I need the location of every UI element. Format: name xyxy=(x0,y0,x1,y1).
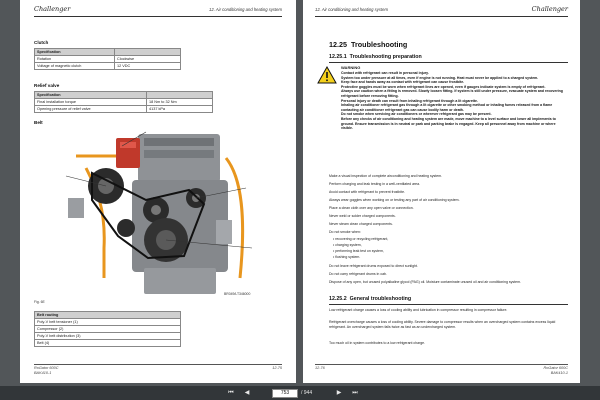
table-cell: Poly-V belt tensioner (1) xyxy=(35,319,181,326)
table-cell: 12 VDC xyxy=(115,63,181,70)
paragraph: Low refrigerant charge causes a loss of cooling ability and lubrication in compressor resulting in compressor failure. xyxy=(329,308,508,312)
warning-box xyxy=(315,64,569,172)
table-cell: Final installation torque xyxy=(35,99,147,106)
table-header-row xyxy=(35,92,213,99)
heading-title: Troubleshooting xyxy=(351,40,408,49)
list-item: • charging system, xyxy=(333,243,362,247)
belt-routing-table xyxy=(34,311,181,347)
relief-valve-label: Relief valve xyxy=(34,83,60,88)
figure-id: BR049/LT346000 xyxy=(224,292,251,296)
last-page-icon[interactable]: ⏭ xyxy=(352,390,358,396)
table-cell xyxy=(115,49,181,56)
footer-model-name: RoGator 600C xyxy=(34,366,59,370)
table-cell xyxy=(147,92,213,99)
table-cell: Rotation xyxy=(35,56,115,63)
page-header-section: 12. Air conditioning and heating system xyxy=(209,7,282,12)
table-cell: Specification xyxy=(35,49,115,56)
table-header-row xyxy=(35,49,181,56)
list-item: • flushing system. xyxy=(333,255,361,259)
footer-rule xyxy=(34,364,282,365)
relief-valve-table xyxy=(34,91,213,113)
page-header-section: 12. Air conditioning and heating system xyxy=(315,7,388,12)
table-cell: Opening pressure of relief valve xyxy=(35,106,147,113)
list-item: • performing leak test on system, xyxy=(333,249,384,253)
table-row xyxy=(35,63,181,70)
footer-page-number: 12-76 xyxy=(315,366,325,370)
footer-model-name: RoGator 600C xyxy=(543,366,568,370)
table-cell: Belt routing xyxy=(35,312,181,319)
paragraph: Avoid contact with refrigerant to prevent frostbite. xyxy=(329,190,406,194)
table-row xyxy=(35,319,181,326)
heading-number: 12.25 xyxy=(329,40,347,49)
subheading-number: 12.25.1 xyxy=(329,54,347,60)
table-cell: 4137 kPa xyxy=(147,106,213,113)
table-cell: Clockwise xyxy=(115,56,181,63)
next-page-icon[interactable]: ▶ xyxy=(336,390,342,396)
table-row xyxy=(35,56,181,63)
subheading-general xyxy=(329,296,411,302)
document-page-left xyxy=(20,0,296,383)
footer-doc-code: BAK410-1 xyxy=(550,371,568,375)
paragraph: Do not leave refrigerant drums exposed to direct sunlight. xyxy=(329,264,418,268)
paragraph: Do not carry refrigerant drums in cab. xyxy=(329,272,387,276)
page-navigation-toolbar xyxy=(0,386,600,400)
paragraph: Do not smoke when: xyxy=(329,230,361,234)
paragraph: Make a visual inspection of complete airconditioning and heating system. xyxy=(329,174,443,178)
table-cell: Belt (4) xyxy=(35,340,181,347)
header-rule xyxy=(34,16,282,17)
clutch-label: Clutch xyxy=(34,40,49,45)
footer-page-number: 12-75 xyxy=(272,366,282,370)
subheading-rule xyxy=(329,304,568,305)
heading-troubleshooting xyxy=(329,40,407,49)
paragraph: Too much oil in system contributes to a low refrigerant charge. xyxy=(329,341,426,345)
belt-label: Belt xyxy=(34,120,43,125)
page-total: / 944 xyxy=(301,390,313,396)
header-rule xyxy=(315,16,568,17)
table-cell: 18 Nm to 32 Nm xyxy=(147,99,213,106)
table-cell: Compressor (2) xyxy=(35,326,181,333)
table-row xyxy=(35,340,181,347)
paragraph: Never weld or solder charged components. xyxy=(329,214,396,218)
list-item: • recovering or recycling refrigerant, xyxy=(333,237,389,241)
engine-belt-illustration xyxy=(46,128,268,298)
paragraph: Never steam clean charged components. xyxy=(329,222,393,226)
page-number-input[interactable] xyxy=(272,389,298,398)
subheading-title: General troubleshooting xyxy=(349,296,412,302)
table-row xyxy=(35,326,181,333)
previous-page-icon[interactable]: ◀ xyxy=(244,390,250,396)
paragraph: Perform charging and leak testing in a well-ventilated area. xyxy=(329,182,421,186)
warning-icon xyxy=(317,66,337,84)
brand-logo: Challenger xyxy=(34,5,71,13)
subheading-preparation xyxy=(329,54,422,60)
footer-model xyxy=(544,366,568,376)
paragraph: Refrigerant overcharge causes a loss of cooling ability. Severe damage to compressor results when an overcharged system contains excess liquid refrigerant. An overcharged system fails twice as fast as an undercharged system. xyxy=(329,320,556,329)
table-row xyxy=(35,333,181,340)
first-page-icon[interactable]: ⏮ xyxy=(228,390,234,396)
footer-model xyxy=(34,366,58,376)
paragraph: Place a clean cloth over any open valve or connection. xyxy=(329,206,414,210)
paragraph: Always wear goggles when working on or testing any part of air conditioning system. xyxy=(329,198,460,202)
footer-rule xyxy=(315,364,568,365)
table-row xyxy=(35,99,213,106)
subheading-number: 12.25.2 xyxy=(329,296,347,302)
table-cell: Specification xyxy=(35,92,147,99)
table-header-row xyxy=(35,312,181,319)
brand-logo: Challenger xyxy=(531,5,568,13)
warning-title: WARNING xyxy=(341,65,361,70)
table-cell: Poly-V belt distribution (3) xyxy=(35,333,181,340)
clutch-table xyxy=(34,48,181,70)
warning-text: Contact with refrigerant can result in personal injury. System too under pressure at all times, even if engine is not running. Heat must never be applied to a charged system. Keep face and hands away as contact with refrigerant can cause frostbite. Protective goggles must be worn when refrigerant lines are opened, even if gauges indicate system is empty of refrigerant. Always use caution when a fitting is removed. Slowly loosen fitting. If system is still under pressure, evacuate system and recovering refrigerant before removing fitting. Personal injury or death can result from inhaling refrigerant through a lit cigarette. Inhaling air conditioner refrigerant gas through a lit cigarette or other smoking method or inhaling fumes released from a flame contacting air conditioner refrigerant gas can cause bodily harm or death. Do not smoke when servicing air conditioners or wherever refrigerant gas may be present. Before any checks of air conditioning and heating system are made, move machine to a level surface and lower all implements to ground. Ensure transmission is in neutral or park and parking brake is engaged. Keep all personnel away from machine or where visible. xyxy=(341,71,563,131)
paragraph: Dispose of any open, but unused polyalkaline glycol (PAG) oil. Moisture contaminate unused oil and air conditioning system. xyxy=(329,280,521,284)
figure-caption: Fig. 6E xyxy=(34,300,45,304)
subheading-rule xyxy=(329,62,568,63)
subheading-title: Troubleshooting preparation xyxy=(349,54,422,60)
table-cell: Voltage of magnetic clutch xyxy=(35,63,115,70)
table-row xyxy=(35,106,213,113)
document-page-right xyxy=(303,0,580,383)
footer-doc-code: BAK410-1 xyxy=(34,371,52,375)
